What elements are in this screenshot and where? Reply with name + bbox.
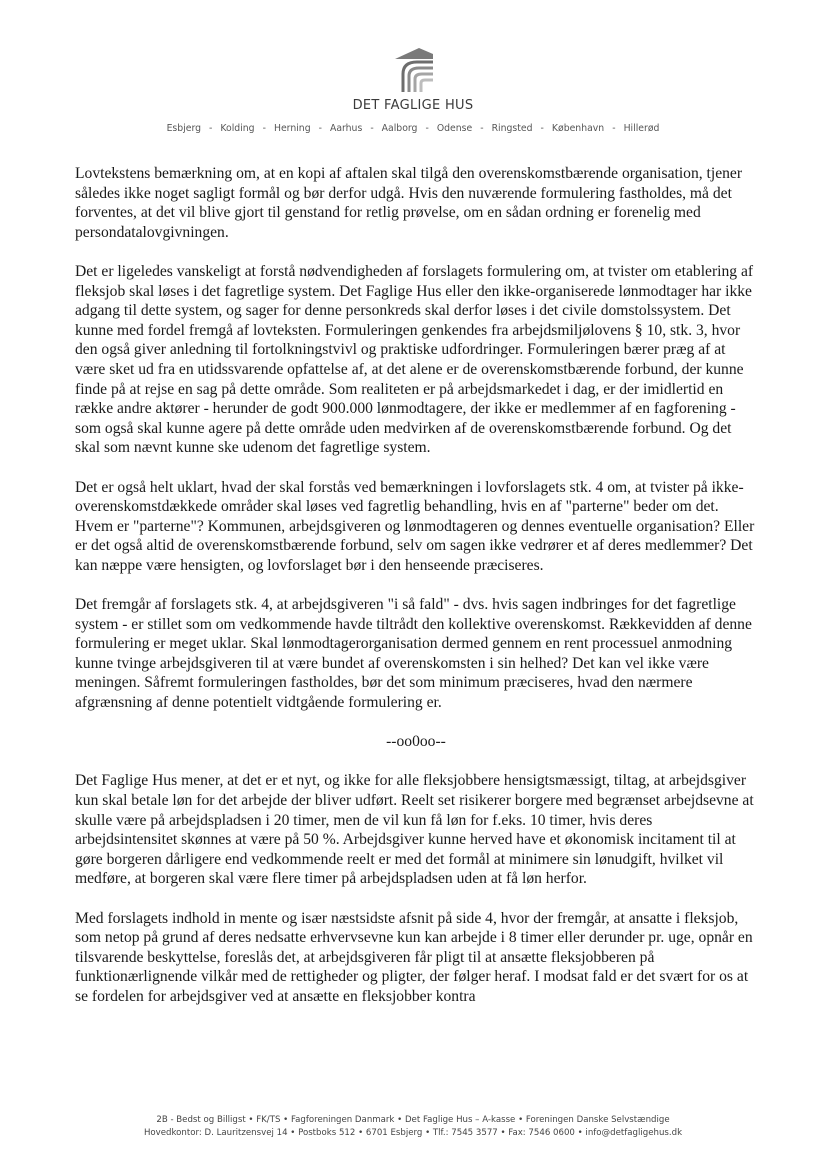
paragraph: Det er ligeledes vanskeligt at forstå nødvendigheden af forslagets formulering om, at tvister om etablering af fleksjob skal løses i det fagretlige system. Det Faglige Hus eller den ikke-organiserede lønmodtager har ikke adgang til dette system, og sager for denne personkreds skal derfor løses i det civile domstolssystem. Det kunne med fordel fremgå af lovteksten. Formuleringen genkendes fra arbejdsmiljølovens § 10, stk. 3, hvor den også giver anledning til fortolkningstvivl og praktiske udfordringer. Formuleringen bærer præg af at være sket ud fra en utidssvarende opfattelse af, at det alene er de overenskomstbærende forbund, der kunne finde på at rejse en sag på dette område. Som realiteten er på arbejdsmarkedet i dag, er der imidlertid en række andre aktører - herunder de godt 900.000 lønmodtagere, der ikke er medlemmer af en fagforening - som også skal kunne agere på dette område uden medvirken af de overenskomstbærende forbund. Og det skal som nævnt kunne ske udenom det fagretlige system. bbox=[75, 262, 754, 457]
city-name: Esbjerg bbox=[166, 123, 202, 134]
section-divider: --oo0oo-- bbox=[386, 733, 446, 751]
city-separator: - bbox=[425, 123, 429, 134]
house-arches-logo-icon bbox=[389, 44, 437, 94]
city-name: Aarhus bbox=[329, 123, 363, 134]
footer-contact: Hovedkontor: D. Lauritzensvej 14 • Postboks 512 • 6701 Esbjerg • Tlf.: 7545 3577 • Fax: 7546 0600 • info@detfagligehus.dk bbox=[143, 1128, 683, 1138]
city-name: Kolding bbox=[220, 123, 255, 134]
footer-organisations: 2B - Bedst og Billigst • FK/TS • Fagforeningen Danmark • Det Faglige Hus – A-kasse • Foreningen Danske Selvstændige bbox=[156, 1115, 670, 1125]
city-name: Ringsted bbox=[491, 123, 533, 134]
city-name: København bbox=[551, 123, 605, 134]
paragraph: Med forslagets indhold in mente og især næstsidste afsnit på side 4, hvor der fremgår, at ansatte i fleksjob, som netop på grund af deres nedsatte erhvervsevne kun kan arbejde i 8 timer eller derunder pr. uge, opnår en tilsvarende beskyttelse, foreslås det, at arbejdsgiveren får pligt til at ansætte fleksjobberen på funktionærlignende vilkår med de rettigheder og pligter, der følger heraf. I modsat fald er det svært for os at se fordelen for arbejdsgiver ved at ansætte en fleksjobber kontra bbox=[75, 909, 753, 1005]
city-separator: - bbox=[318, 123, 322, 134]
city-name: Hillerød bbox=[623, 123, 660, 134]
city-separator: - bbox=[370, 123, 374, 134]
city-name: Odense bbox=[436, 123, 473, 134]
paragraph: Det fremgår af forslagets stk. 4, at arbejdsgiveren "i så fald" - dvs. hvis sagen indbringes for det fagretlige system - er stillet som om vedkommende havde tiltrådt den kollektive overenskomst. Rækkevidden af denne formulering er meget uklar. Skal lønmodtagerorganisation dermed gennem en rent processuel anmodning kunne tvinge arbejdsgiveren til at være bundet af overenskomsten i sin helhed? Det kan vel ikke være meningen. Såfremt formuleringen fastholdes, bør det som minimum præciseres, hvad den nærmere afgrænsning af denne potentielt vidtgående formulering er. bbox=[75, 596, 752, 712]
city-name: Herning bbox=[273, 123, 311, 134]
paragraph: Det er også helt uklart, hvad der skal forstås ved bemærkningen i lovforslagets stk. 4 om, at tvister på ikke-overenskomstdækkede områder skal løses ved fagretlig behandling, hvis en af "parterne" beder om det. Hvem er "parterne"? Kommunen, arbejdsgiveren og lønmodtageren og dennes eventuelle organisation? Eller er det også altid de overenskomstbærende forbund, selv om sagen ikke vedrører et af deres medlemmer? Det kan næppe være hensigten, og lovforslaget bør i den henseende præciseres. bbox=[75, 478, 755, 574]
letterhead bbox=[0, 44, 826, 134]
paragraph: Lovtekstens bemærkning om, at en kopi af aftalen skal tilgå den overenskomstbærende organisation, tjener således ikke noget sagligt formål og bør derfor udgå. Hvis den nuværende formulering fastholdes, må det forventes, at det vil blive gjort til genstand for retlig prøvelse, om en sådan ordning er forenelig med persondatalovgivningen. bbox=[75, 165, 743, 241]
city-separator: - bbox=[262, 123, 266, 134]
city-list bbox=[0, 123, 826, 134]
letter-body bbox=[75, 164, 757, 1026]
city-name: Aalborg bbox=[381, 123, 418, 134]
city-separator: - bbox=[480, 123, 484, 134]
company-name: DET FAGLIGE HUS bbox=[352, 98, 474, 113]
city-separator: - bbox=[612, 123, 616, 134]
city-separator: - bbox=[540, 123, 544, 134]
letter-footer bbox=[0, 1114, 826, 1140]
paragraph: Det Faglige Hus mener, at det er et nyt, og ikke for alle fleksjobbere hensigtsmæssigt, tiltag, at arbejdsgiver kun skal betale løn for det arbejde der bliver udført. Reelt set risikerer borgere med begrænset arbejdsevne at skulle være på arbejdspladsen i 20 timer, men de vil kun få løn for f.eks. 10 timer, hvis deres arbejdsintensitet skønnes at være på 50 %. Arbejdsgiver kunne herved have et økonomisk incitament til at gøre borgeren dårligere end vedkommende reelt er med det formål at minimere sin lønudgift, hvilket vil medføre, at borgeren skal være flere timer på arbejdspladsen uden at få løn herfor. bbox=[75, 772, 754, 888]
city-separator: - bbox=[209, 123, 213, 134]
